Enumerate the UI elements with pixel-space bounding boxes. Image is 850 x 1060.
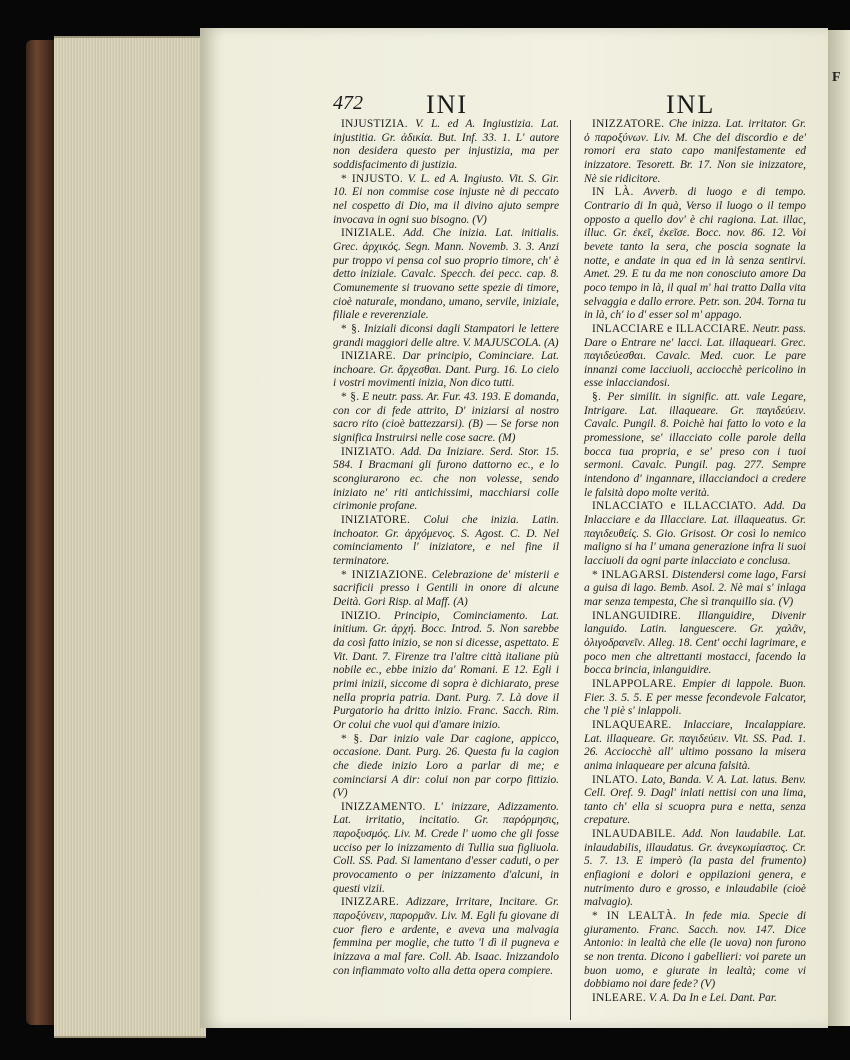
entry-headword: §. xyxy=(592,391,602,404)
entry-text: V. A. Da In e Lei. Dant. Par. xyxy=(648,992,777,1004)
entry-headword: * §. xyxy=(341,732,363,745)
entry-text: V. L. ed A. Ingiustizia. Lat. injustitia. Gr. ἀδικία. But. Inf. 33. 1. L' autore non desidera questo per injustizia, ma per soddisfacimento di justizia. xyxy=(333,118,559,171)
entry-text: Inlacciare, Incalappiare. Lat. illaqueare. Gr. παγιδεύειν. Vit. SS. Pad. 1. 26. Acciocchè all' ultimo possano la misera anima inlaqueare per alcuna falsità. xyxy=(584,718,806,772)
right-running-head: INL xyxy=(666,90,716,119)
entry-headword: INLEARE. xyxy=(592,992,646,1004)
entry-text: In fede mia. Specie di giuramento. Franc. Sacch. nov. 147. Dice Antonio: in lealtà che elle (le uova) non furono se non trenta. Dicono i gabellieri: voi parete un buon uomo, e giurate in lealtà; come vi dobbiamo noi dare fede? (V) xyxy=(584,910,806,991)
page-block-edges xyxy=(54,36,206,1038)
left-running-head: INI xyxy=(426,90,469,119)
facing-page-edge xyxy=(826,30,850,1026)
dictionary-entry xyxy=(333,801,559,897)
dictionary-entry xyxy=(333,896,559,978)
dictionary-entry xyxy=(584,910,806,992)
dictionary-entry xyxy=(333,610,559,733)
entry-text: Dar principio, Cominciare. Lat. inchoare. Gr. ἄρχεσθαι. Dant. Purg. 16. Lo cielo i vostri movimenti inizia, Non dico tutti. xyxy=(333,350,559,390)
dictionary-entry xyxy=(584,186,806,323)
left-column xyxy=(333,118,559,978)
entry-headword: INIZIO. xyxy=(341,609,381,622)
entry-headword: INIZIATO. xyxy=(341,445,396,458)
entry-text: Neutr. pass. Dare o Entrare ne' lacci. Lat. illaqueari. Grec. παγιδεύεσθαι. Cavalc. Med. cuor. Le pare innanzi come lacciuoli, acciocchè pericolino in esse inlacciandosi. xyxy=(584,322,806,390)
entry-headword: INJUSTIZIA. xyxy=(341,118,408,130)
dictionary-entry xyxy=(584,774,806,829)
entry-text: Celebrazione de' misterii e sacrificii presso i Gentili in onore di alcune Deità. Gori Risp. al Maff. (A) xyxy=(333,568,559,608)
dictionary-entry xyxy=(584,678,806,719)
entry-headword: IN LÀ. xyxy=(592,186,634,199)
entry-headword: * INIZIAZIONE. xyxy=(341,568,428,581)
page-number: 472 xyxy=(333,92,363,114)
entry-text: Adizzare, Irritare, Incitare. Gr. παροξύνειν, παρορμᾶν. Liv. M. Egli fu giovane di cuor fiero e ardente, e aveva una malvagia femmina per moglie, che tutto 'l dì il pugneva e inizzava a mal fare. Coll. Ab. Isaac. Inizzandolo con infiammato volto alla detta opera compiere. xyxy=(333,896,559,977)
dictionary-entry xyxy=(584,569,806,610)
dictionary-entry xyxy=(333,118,559,173)
entry-headword: * INLAGARSI. xyxy=(592,568,669,581)
dictionary-entry xyxy=(333,227,559,323)
entry-headword: INLAQUEARE. xyxy=(592,718,672,731)
entry-text: Avverb. di luogo e di tempo. Contrario di In quà, Verso il luogo o il tempo opposto a quello dov' è chi ragiona. Lat. illac, illuc. Gr. ἐκεῖ, ἐκεῖσε. Bocc. nov. 86. 12. Voi bevete tanto la sera, che poscia sognate la notte, e andate in qua ed in là senza sentirvi. Amet. 29. E tu da me non conosciuto amore Da poco tempo in là, il qual m' hai tratto Dalla vita selvaggia e dallo errore. Petr. son. 204. Torna tu in là, ch' io d' esser sol m' appago. xyxy=(584,186,806,322)
entry-text: Illanguidire, Divenir languido. Latin. languescere. Gr. χαλᾶν, ὀλιγοδρανεῖν. Alleg. 18. Cent' occhi lagrimare, e poco men che altrettanti mostacci, facendo la bocca brincia, inlanguidire. xyxy=(584,609,806,677)
entry-text: Che inizza. Lat. irritator. Gr. ὁ παροξύνων. Liv. M. Che del discordio e de' romori era stato capo manifestamente ed inizzatore. Tesorett. Br. 17. Non sie inizzatore, Nè sie ridicitore. xyxy=(584,118,806,185)
entry-text: Dar inizio vale Dar cagione, appicco, occasione. Dant. Purg. 26. Questa fu la cagion che diede inizio Loro a parlar di me; e cominciarsi A dir: colui non par corpo fittizio. (V) xyxy=(333,732,559,800)
entry-text: Lato, Banda. V. A. Lat. latus. Benv. Cell. Oref. 9. Dagl' inlati nettisi con una lima, tanto ch' ella si scuopra pura e netta, senza crepature. xyxy=(584,773,807,827)
entry-headword: * IN LEALTÀ. xyxy=(592,910,677,923)
dictionary-entry xyxy=(333,514,559,569)
entry-headword: * INJUSTO. xyxy=(341,172,404,185)
column-rule xyxy=(570,120,571,1020)
facing-page-letter: F xyxy=(832,70,841,85)
right-column xyxy=(584,118,806,1006)
entry-text: Add. Non laudabile. Lat. inlaudabilis, illaudatus. Gr. ἀνεγκωμίαστος. Cr. 5. 7. 13. E imperò (la pasta del frumento) enfiagioni e dolori e oppilazioni genera, e nutrimento duro e grosso, e inlaudabile (cioè malvagio). xyxy=(584,828,806,909)
entry-headword: INLAUDABILE. xyxy=(592,828,676,841)
dictionary-entry xyxy=(333,350,559,391)
entry-text: V. L. ed A. Ingiusto. Vit. S. Gir. 10. Ei non commise cose injuste nè di peccato nel cospetto di Dio, ma il divino ajuto sempre invocava in ogni suo bisogno. (V) xyxy=(333,172,559,226)
running-head xyxy=(333,92,805,120)
entry-text: Iniziali diconsi dagli Stampatori le lettere grandi maggiori delle altre. V. MAJUSCOLA. (A) xyxy=(333,322,559,349)
entry-headword: INLACCIARE e ILLACCIARE. xyxy=(592,322,750,335)
dictionary-entry xyxy=(584,992,806,1006)
entry-text: Empier di lappole. Buon. Fier. 3. 5. 5. E per messe fecondevole Falcator, che 'l piè s' inlappoli. xyxy=(584,677,806,718)
entry-text: Add. Da Iniziare. Serd. Stor. 15. 584. I Bracmani gli furono dattorno ec., e lo scongiurarono ec. che non volesse, sendo iniziato ne' riti antichissimi, macchiarsi colle cirimonie profane. xyxy=(333,445,559,513)
entry-headword: INIZZARE. xyxy=(341,896,400,909)
entry-headword: INLANGUIDIRE. xyxy=(592,609,681,622)
entry-headword: * §. xyxy=(341,322,361,335)
dictionary-entry xyxy=(584,391,806,500)
entry-headword: INLATO. xyxy=(592,773,638,786)
dictionary-entry xyxy=(584,500,806,568)
entry-headword: INIZIALE. xyxy=(341,227,396,240)
entry-headword: INIZIATORE. xyxy=(341,514,411,527)
dictionary-entry xyxy=(584,828,806,910)
dictionary-entry xyxy=(333,733,559,801)
dictionary-entry xyxy=(333,323,559,350)
entry-headword: INIZZATORE. xyxy=(592,118,665,130)
entry-headword: INIZZAMENTO. xyxy=(341,800,426,813)
entry-text: Distendersi come lago, Farsi a guisa di lago. Bemb. Asol. 2. Nè mai s' inlaga mar senza tempesta, Che sì tranquillo sia. (V) xyxy=(584,568,806,608)
entry-text: Colui che inizia. Latin. inchoator. Gr. ἀρχόμενος. S. Agost. C. D. Nel cominciamento l' iniziatore, e nel fine il terminatore. xyxy=(333,514,559,567)
entry-headword: * §. xyxy=(341,391,360,404)
dictionary-entry xyxy=(584,323,806,391)
entry-text: E neutr. pass. Ar. Fur. 43. 193. E domanda, con cor di fede attrito, D' iniziarsi al nostro sacro rito (cioè battezzarsi). (B) — Se forse non significa Instruirsi nelle cose sacre. (M) xyxy=(333,391,559,445)
entry-text: Principio, Cominciamento. Lat. initium. Gr. ἀρχή. Bocc. Introd. 5. Non sarebbe da così fatto inizio, se non si dicesse, aspettato. E Vit. Dant. 7. Firenze tra l'altre città italiane più nobile ec., ebbe inizio da' Romani. E 12. Egli i primi inizii, siccome di sopra è dichiarato, prese nella propria patria. Dant. Purg. 7. Là dove il Purgatorio ha dritto inizio. Franc. Sacch. Rim. Or colui che vuol qui d'amare inizio. xyxy=(333,609,559,731)
entry-text: L' inizzare, Adizzamento. Lat. irritatio, incitatio. Gr. παρόρμησις, παροξυσμός. Liv. M. Crede l' uomo che gli fosse ucciso per lo inizzamento di Tullia sua figliuola. Coll. SS. Pad. Si lamentano d'esser caduti, o per provocamento o per inizzamento d'alcuni, in questi vizii. xyxy=(333,800,559,895)
dictionary-entry xyxy=(333,173,559,228)
dictionary-entry xyxy=(333,569,559,610)
book-cover-edge xyxy=(26,40,56,1025)
dictionary-entry xyxy=(333,446,559,514)
entry-headword: INLACCIATO e ILLACCIATO. xyxy=(592,500,757,513)
dictionary-entry xyxy=(333,391,559,446)
entry-text: Add. Che inizia. Lat. initialis. Grec. ἀρχικός. Segn. Mann. Novemb. 3. 3. Anzi pur troppo vi pensa col suo proprio timore, ch' è detto iniziale. Cavalc. Specch. dei pecc. cap. 8. Comunemente si truovano sette spezie di timore, cioè naturale, mondano, umano, servile, iniziale, filiale e reverenziale. xyxy=(333,227,559,322)
dictionary-entry xyxy=(584,719,806,774)
entry-text: Add. Da Inlacciare e da Illacciare. Lat. illaqueatus. Gr. παγιδευθείς. S. Gio. Grisost. Or così lo nemico maligno si ha l' umana generazione infra li suoi lacciuoli da ogni parte inlacciato e conclusa. xyxy=(584,500,806,567)
dictionary-entry xyxy=(584,610,806,678)
dictionary-entry xyxy=(584,118,806,186)
entry-headword: INIZIARE. xyxy=(341,350,396,363)
entry-headword: INLAPPOLARE. xyxy=(592,677,677,690)
entry-text: Per similit. in signific. att. vale Legare, Intrigare. Lat. illaqueare. Gr. παγιδεύειν. Cavalc. Pungil. 8. Poichè hai fatto lo voto e la promessione, se' illacciato colle parole della bocca tua propria, e se' preso con i tuoi sermoni. Cavalc. Pungil. pag. 277. Sempre intendono d' ingannare, illacciandoci a credere le falsità dopo molte verità. xyxy=(584,391,806,499)
